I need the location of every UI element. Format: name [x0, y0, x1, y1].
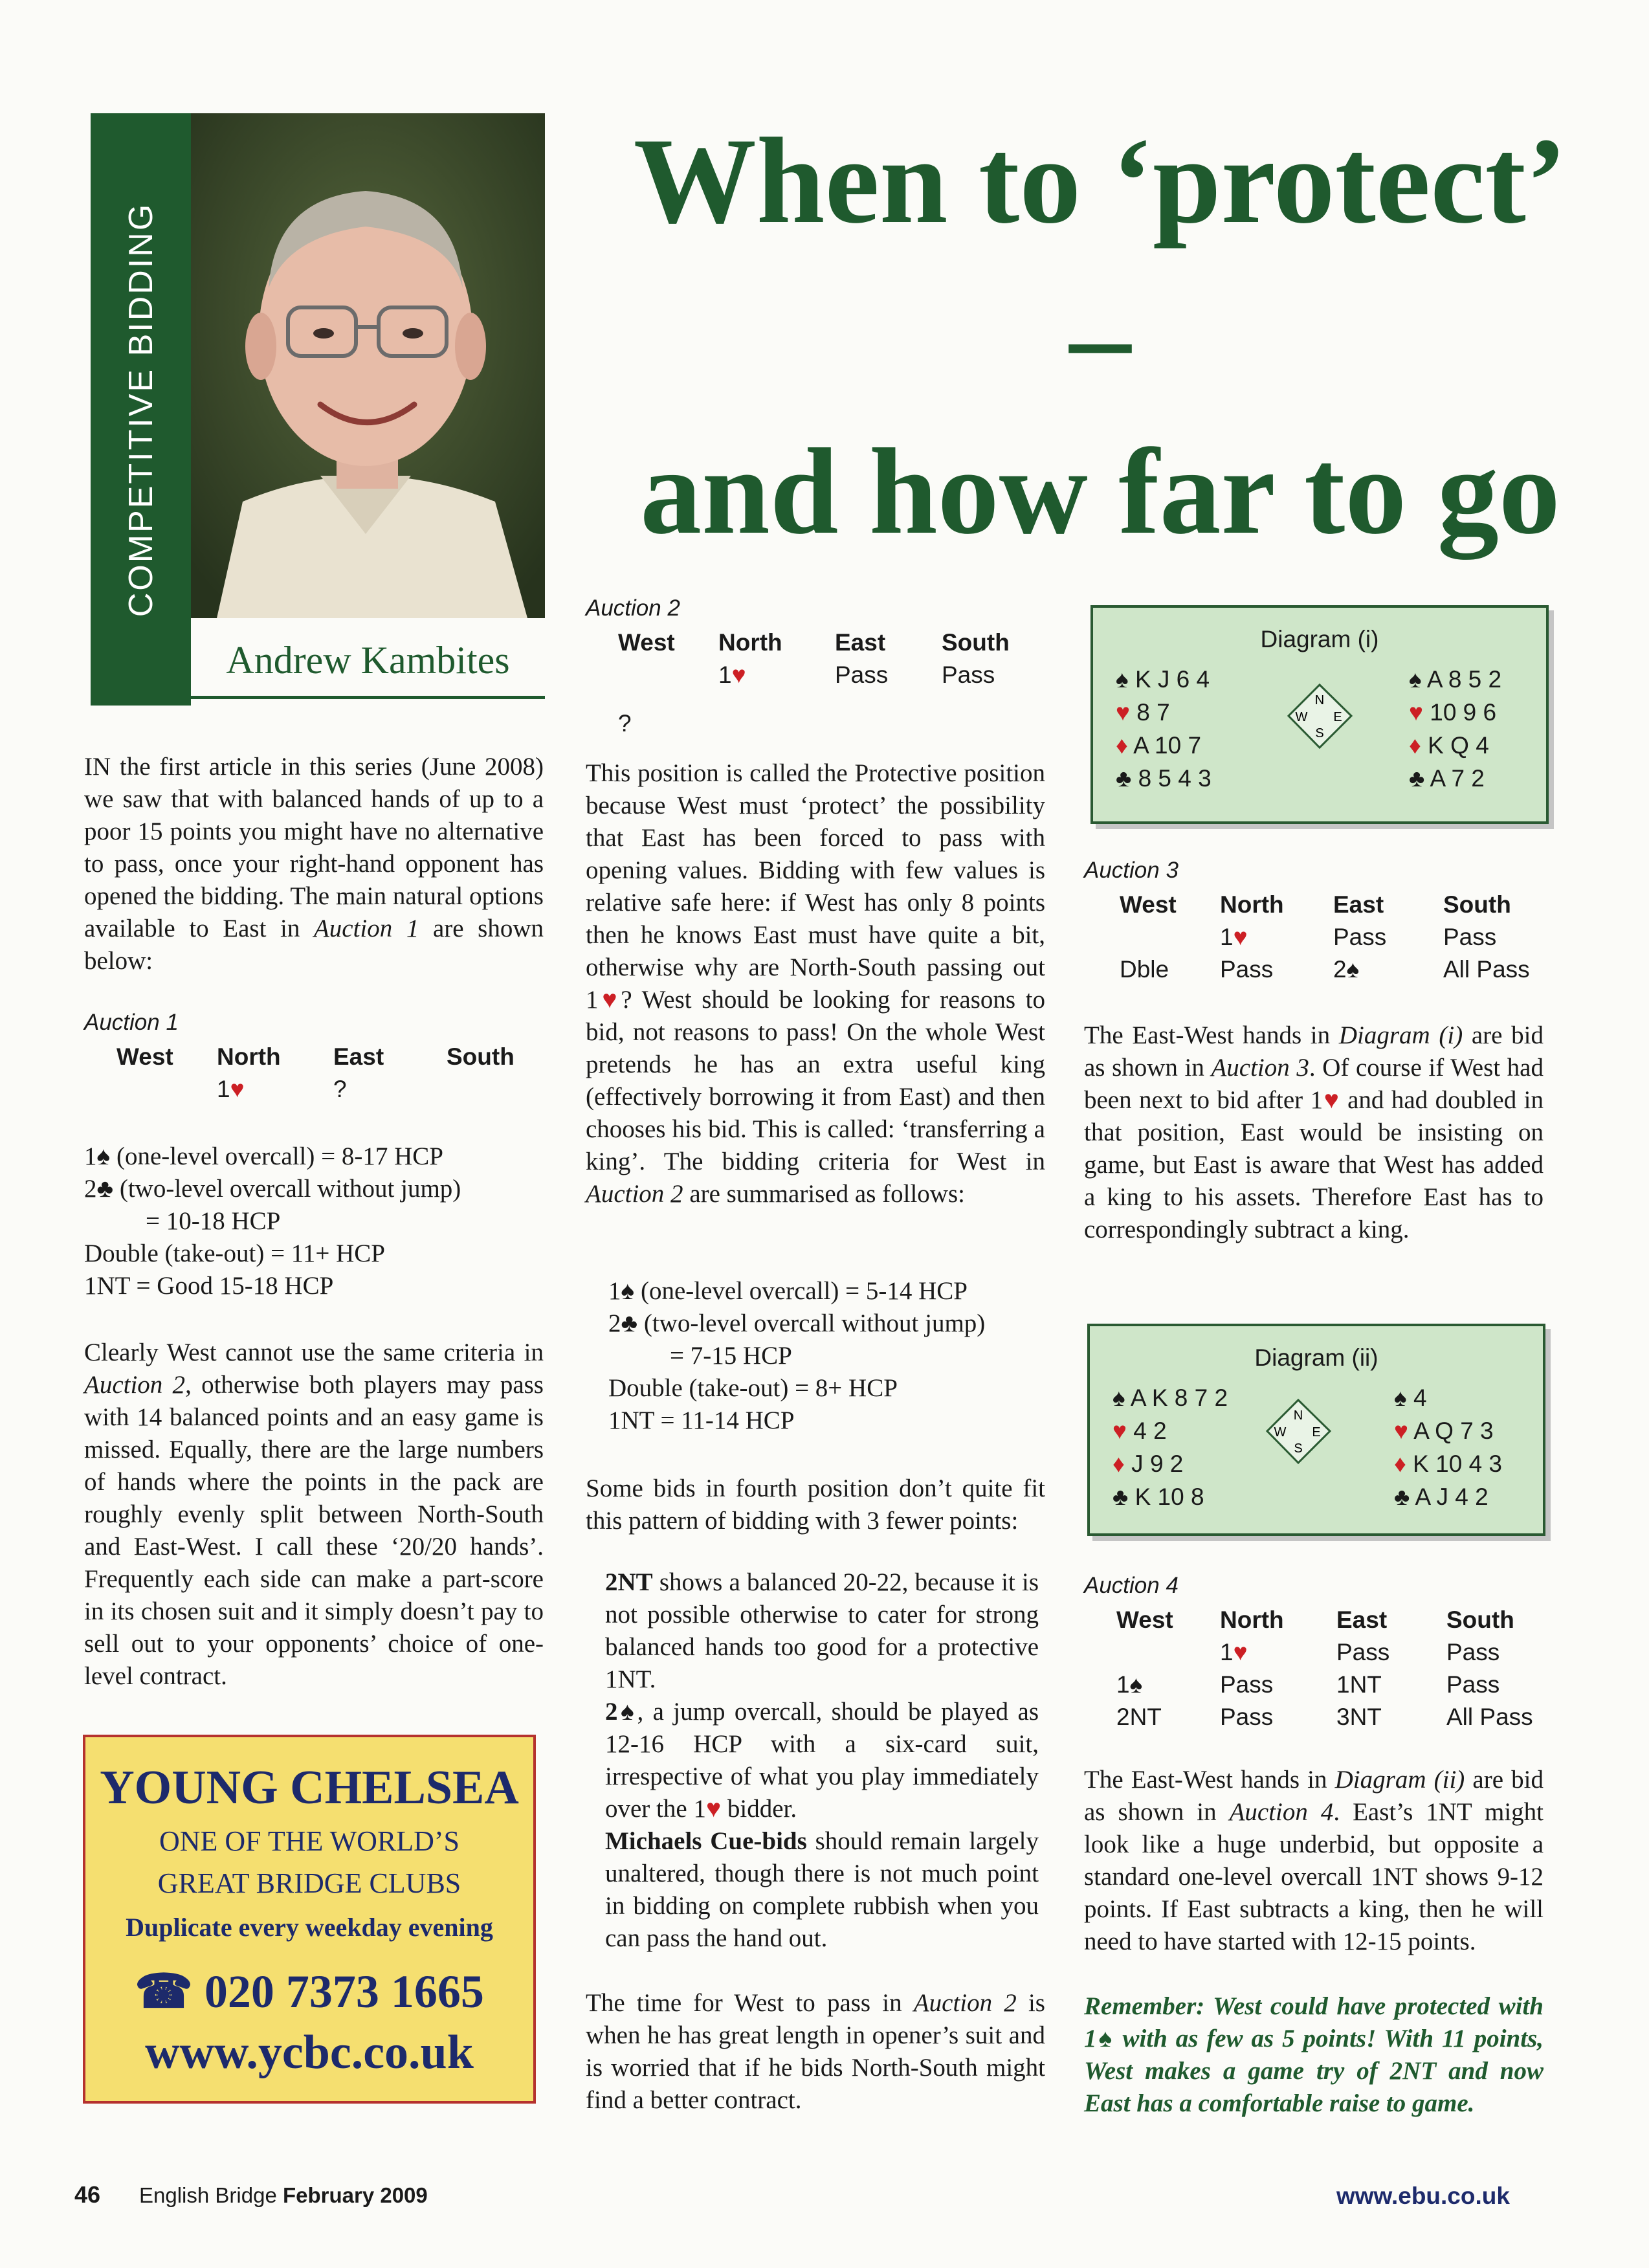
auction-cell-bid: Pass [1220, 1671, 1274, 1698]
criteria-item: 1NT = 11-14 HCP [608, 1406, 795, 1434]
auction-cell-bid: Pass [1333, 924, 1387, 950]
spade-icon: ♠ [1409, 666, 1422, 693]
section-tag [91, 113, 191, 706]
auction-3 [1084, 858, 1544, 986]
club-icon: ♣ [1409, 765, 1425, 792]
auction-header-south: South [1443, 891, 1511, 918]
auction-cell-bid: 2NT [1116, 1704, 1162, 1730]
east-criteria-list [84, 1140, 544, 1302]
auction-2-title: Auction 2 [586, 595, 680, 621]
diagram-2-west-hand [1112, 1381, 1228, 1513]
diamond-icon: ♦ [1112, 1451, 1125, 1477]
svg-text:E: E [1333, 710, 1342, 724]
auction-header-north: North [718, 629, 782, 656]
svg-text:N: N [1293, 1408, 1303, 1423]
author-portrait-image [191, 113, 545, 618]
auction-cell-bid: ? [333, 1076, 347, 1102]
criteria-item: 1♠ (one-level overcall) = 8-17 HCP [84, 1142, 443, 1170]
auction-cell-bid: Pass [835, 662, 889, 688]
svg-text:S: S [1315, 726, 1324, 740]
auction-2 [586, 595, 1045, 740]
auction-cell-bid: 1♠ [1116, 1671, 1143, 1698]
compass-icon [1286, 682, 1354, 750]
auction-header-east: East [1336, 1606, 1388, 1633]
spade-icon: ♠ [1116, 666, 1129, 693]
criteria-item: = 10-18 HCP [146, 1207, 281, 1235]
hand-spades: ♠ A 8 5 2 [1409, 666, 1502, 693]
club-icon: ♣ [1112, 1484, 1129, 1510]
when-to-pass-paragraph: The time for West to pass in Auction 2 is when he has great length in opener’s suit and is worried that if he bids North-South might find a better contract. [586, 1989, 1045, 2114]
auction-4-table [1116, 1604, 1544, 1733]
auction-1-title: Auction 1 [84, 1010, 179, 1035]
diagram-1-explanation: The East-West hands in Diagram (i) are bid as shown in Auction 3. Of course if West had been next to bid after 1♥ and had doubled in that position, East would be insisting on game, but East is aware that West has added a king to his assets. Therefore East has to correspondingly subtract a king. [1084, 1021, 1544, 1243]
diagram-2 [1087, 1324, 1545, 1536]
heart-icon: ♥ [1112, 1418, 1127, 1444]
advert-line-2: GREAT BRIDGE CLUBS [157, 1867, 461, 1899]
auction-header-west: West [116, 1043, 173, 1070]
auction-3-table [1120, 889, 1544, 986]
west-criteria-list [608, 1275, 1045, 1437]
auction-cell-bid: ? [618, 710, 632, 737]
criteria-item: 2♣ (two-level overcall without jump) [608, 1309, 986, 1337]
auction-cell-bid: Pass [1446, 1639, 1500, 1665]
auction-header-west: West [1116, 1606, 1173, 1633]
criteria-item: 2♣ (two-level overcall without jump) [84, 1175, 461, 1203]
criteria-item: 1♠ (one-level overcall) = 5-14 HCP [608, 1277, 968, 1305]
hand-spades: ♠ K J 6 4 [1116, 666, 1210, 693]
auction-header-east: East [835, 629, 886, 656]
young-chelsea-advert [83, 1735, 536, 2104]
hand-hearts: ♥ A Q 7 3 [1394, 1418, 1494, 1444]
hand-diamonds: ♦ A 10 7 [1116, 732, 1202, 759]
section-tag-label: COMPETITIVE BIDDING [122, 202, 160, 617]
page-number: 46 [74, 2181, 101, 2208]
club-icon: ♣ [1116, 765, 1132, 792]
paragraph-20-20-hands: Clearly West cannot use the same criteria in Auction 2, otherwise both players may pass with 14 balanced points and an easy game is missed. Equally, there are the large numbers of hands where the points in the pack are roughly evenly split between North-South and East-West. I call these ‘20/20 hands’. Frequently each side can make a part-score in its chosen suit and it simply doesn’t pay to sell out to your opponents’ choice of one-level contract. [84, 1339, 544, 1690]
auction-header-south: South [1446, 1606, 1514, 1633]
auction-header-north: North [1220, 891, 1284, 918]
hand-diamonds: ♦ K Q 4 [1409, 732, 1489, 759]
article-headline [599, 104, 1602, 570]
auction-cell-bid: All Pass [1443, 956, 1530, 983]
auction-header-east: East [333, 1043, 384, 1070]
auction-cell-bid: 1NT [1336, 1671, 1382, 1698]
auction-cell-bid: 1♥ [217, 1076, 245, 1102]
fourth-position-paragraph: Some bids in fourth position don’t quite fit this pattern of bidding with 3 fewer points: [586, 1474, 1045, 1535]
hand-clubs: ♣ A 7 2 [1409, 765, 1485, 792]
auction-header-east: East [1333, 891, 1384, 918]
criteria-item: Double (take-out) = 11+ HCP [84, 1240, 385, 1267]
magazine-name: English Bridge [139, 2183, 277, 2207]
auction-1 [84, 1010, 544, 1106]
auction-cell [1120, 921, 1220, 953]
headline-line-2: and how far to go [640, 424, 1560, 560]
criteria-item: 1NT = Good 15-18 HCP [84, 1272, 334, 1300]
auction-4 [1084, 1573, 1544, 1733]
author-photo [191, 113, 545, 618]
headline-line-1: When to ‘protect’ – [633, 113, 1567, 405]
auction-header-west: West [1120, 891, 1177, 918]
auction-cell-bid: 1♥ [1220, 1639, 1248, 1665]
heart-icon: ♥ [1116, 699, 1130, 726]
bid-2nt-item: 2NT shows a balanced 20-22, because it is not possible otherwise to cater for strong balanced hands too good for a protective 1NT. [605, 1568, 1039, 1693]
bid-2s-item: 2♠, a jump overcall, should be played as 12-16 HCP with a six-card suit, irrespective of what you play immediately over the 1♥ bidder. [605, 1698, 1039, 1823]
intro-paragraph: IN the first article in this series (June 2008) we saw that with balanced hands of up to a poor 15 points you might have no alternative to pass, once your right-hand opponent has opened the bidding. The main natural options available to East in Auction 1 are shown below: [84, 753, 544, 975]
hand-diamonds: ♦ J 9 2 [1112, 1451, 1184, 1477]
diamond-icon: ♦ [1409, 732, 1421, 759]
magazine-issue [139, 2183, 428, 2208]
advert-phone: 020 7373 1665 [204, 1966, 484, 2018]
diagram-2-title: Diagram (ii) [1254, 1344, 1378, 1371]
hand-hearts: ♥ 8 7 [1116, 699, 1170, 726]
hand-clubs: ♣ A J 4 2 [1394, 1484, 1489, 1510]
auction-cell-bid: Pass [1220, 1704, 1274, 1730]
diamond-icon: ♦ [1394, 1451, 1406, 1477]
advert-title: YOUNG CHELSEA [100, 1761, 519, 1814]
issue-date: February 2009 [282, 2183, 428, 2207]
auction-cell [618, 659, 718, 691]
advert-line-1: ONE OF THE WORLD’S [159, 1825, 460, 1857]
auction-4-title: Auction 4 [1084, 1573, 1179, 1598]
club-icon: ♣ [1394, 1484, 1410, 1510]
hand-hearts: ♥ 4 2 [1112, 1418, 1167, 1444]
auction-cell-bid: Pass [1443, 924, 1497, 950]
svg-text:S: S [1294, 1441, 1303, 1456]
auction-cell-bid: Pass [1446, 1671, 1500, 1698]
diagram-2-explanation: The East-West hands in Diagram (ii) are bid as shown in Auction 4. East’s 1NT might look like a huge underbid, but opposite a standard one-level overcall 1NT shows 9-12 points. If East subtracts a king, then he will need to have started with 12-15 points. [1084, 1766, 1544, 1955]
auction-cell [447, 1073, 563, 1106]
diamond-icon: ♦ [1116, 732, 1128, 759]
auction-header-west: West [618, 629, 675, 656]
hand-clubs: ♣ 8 5 4 3 [1116, 765, 1212, 792]
advert-url[interactable]: www.ycbc.co.uk [145, 2026, 474, 2079]
remember-note: Remember: West could have protected with 1♠ with as few as 5 points! With 11 points, West makes a game try of 2NT and now East has a comfortable raise to game. [1084, 1992, 1544, 2117]
auction-header-south: South [942, 629, 1010, 656]
diagram-1-title: Diagram (i) [1260, 626, 1379, 652]
spade-icon: ♠ [1112, 1384, 1125, 1411]
hand-spades: ♠ 4 [1394, 1384, 1427, 1411]
auction-cell-bid: 3NT [1336, 1704, 1382, 1730]
auction-cell-bid: 1♥ [1220, 924, 1248, 950]
heart-icon: ♥ [1394, 1418, 1408, 1444]
auction-cell-bid: All Pass [1446, 1704, 1533, 1730]
diagram-1 [1090, 605, 1549, 824]
auction-cell-bid: Pass [942, 662, 995, 688]
michaels-item: Michaels Cue-bids should remain largely unaltered, though there is not much point in bidding on complete rubbish when you can pass the hand out. [605, 1827, 1039, 1952]
footer-url[interactable]: www.ebu.co.uk [1336, 2183, 1510, 2209]
author-name: Andrew Kambites [191, 625, 545, 699]
diagram-2-east-hand [1394, 1381, 1502, 1513]
svg-text:W: W [1295, 710, 1308, 724]
auction-cell-bid: Pass [1336, 1639, 1390, 1665]
auction-header-south: South [447, 1043, 515, 1070]
auction-cell-bid: Pass [1220, 956, 1274, 983]
heart-icon: ♥ [1409, 699, 1423, 726]
hand-hearts: ♥ 10 9 6 [1409, 699, 1497, 726]
compass-icon [1265, 1397, 1333, 1465]
hand-spades: ♠ A K 8 7 2 [1112, 1384, 1228, 1411]
svg-text:E: E [1312, 1425, 1321, 1440]
diagram-1-east-hand [1409, 663, 1501, 795]
phone-icon: ☎ [135, 1966, 193, 2018]
advert-line-3: Duplicate every weekday evening [126, 1913, 493, 1942]
auction-3-title: Auction 3 [1084, 858, 1179, 883]
auction-cell-bid: Dble [1120, 956, 1169, 983]
auction-cell-bid: 1♥ [718, 662, 746, 688]
criteria-item: Double (take-out) = 8+ HCP [608, 1374, 898, 1402]
protective-position-paragraph: This position is called the Protective position because West must ‘protect’ the possibility that East has been forced to pass with opening values. Bidding with few values is relative safe here: if West has only 8 points then he knows East must have quite a bit, otherwise why are North-South passing out 1♥? West should be looking for reasons to bid, not reasons to pass! On the whole West pretends he has an extra useful king (effectively borrowing it from East) and then chooses his bid. This is called: ‘transferring a king’. The bidding criteria for West in Auction 2 are summarised as follows: [586, 759, 1045, 1208]
svg-text:W: W [1274, 1425, 1287, 1440]
hand-clubs: ♣ K 10 8 [1112, 1484, 1204, 1510]
criteria-item: = 7-15 HCP [670, 1342, 792, 1370]
auction-header-north: North [1220, 1606, 1284, 1633]
auction-1-table [116, 1041, 544, 1106]
svg-text:N: N [1314, 693, 1325, 707]
auction-cell-bid: 2♠ [1333, 956, 1360, 983]
hand-diamonds: ♦ K 10 4 3 [1394, 1451, 1503, 1477]
diagram-1-west-hand [1116, 663, 1212, 795]
auction-cell [116, 1073, 217, 1106]
advert-phone-line [85, 1964, 533, 2019]
spade-icon: ♠ [1394, 1384, 1407, 1411]
auction-cell [1116, 1636, 1220, 1669]
auction-header-north: North [217, 1043, 281, 1070]
auction-2-table [618, 627, 1045, 740]
